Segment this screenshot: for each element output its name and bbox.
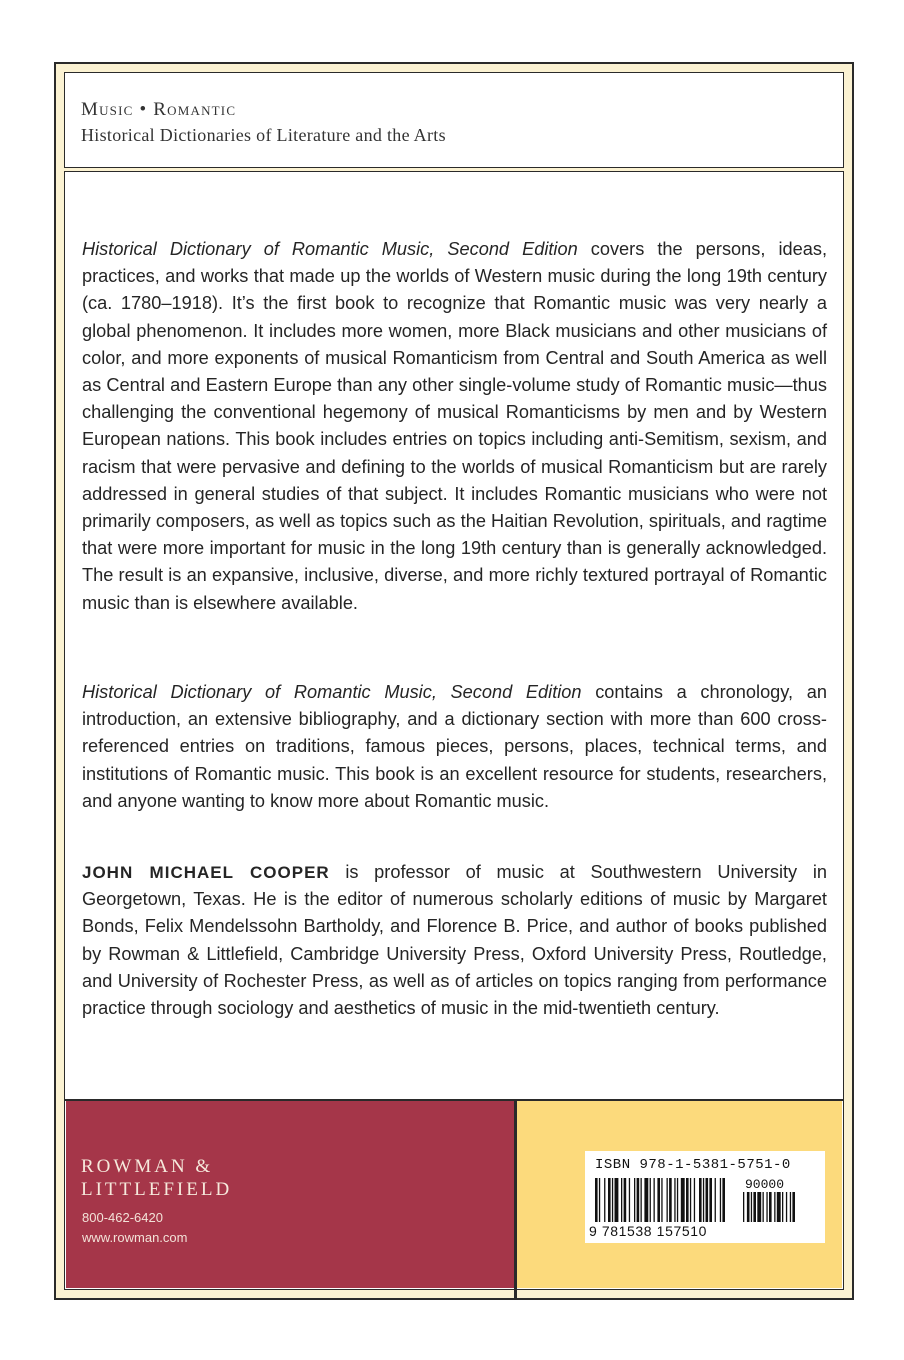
header-separator-strip bbox=[64, 168, 844, 172]
barcode-bar bbox=[634, 1178, 635, 1222]
barcode-bar bbox=[703, 1178, 704, 1222]
description-text-2: contains a chronology, an introduction, an extensive bibliography, and a dictionary section with more than 600 cross-referenced entries on traditions, famous pieces, persons, places, technical terms, and institutions of Romantic music. This book is an excellent resource for students, researchers, and anyone wanting to know more about Romantic music. bbox=[82, 682, 827, 811]
publisher-name-line1: ROWMAN & bbox=[81, 1156, 214, 1177]
barcode-bar bbox=[686, 1178, 689, 1222]
barcode-bar bbox=[661, 1178, 662, 1222]
barcode-addon-bar bbox=[769, 1192, 772, 1222]
barcode-bar bbox=[709, 1178, 712, 1222]
barcode-addon-bar bbox=[743, 1192, 744, 1222]
author-name: JOHN MICHAEL COOPER bbox=[82, 863, 330, 882]
barcode-bar bbox=[699, 1178, 702, 1222]
barcode-addon-bar bbox=[782, 1192, 783, 1222]
series-category: Music • Romantic bbox=[81, 99, 237, 120]
publisher-phone: 800-462-6420 bbox=[82, 1210, 163, 1225]
barcode-bar bbox=[706, 1178, 709, 1222]
barcode-bar bbox=[595, 1178, 598, 1222]
barcode-bar bbox=[624, 1178, 627, 1222]
isbn-text: ISBN 978-1-5381-5751-0 bbox=[595, 1157, 791, 1173]
publisher-name-line2: LITTLEFIELD bbox=[81, 1179, 233, 1200]
bottom-divider-vertical bbox=[514, 1100, 517, 1300]
ean-digits: 9 781538 157510 bbox=[589, 1223, 707, 1239]
barcode-bar bbox=[637, 1178, 640, 1222]
description-paragraph-1 bbox=[82, 236, 827, 617]
barcode-bar bbox=[629, 1178, 630, 1222]
barcode-addon-bar bbox=[747, 1192, 750, 1222]
barcode-bar bbox=[690, 1178, 691, 1222]
barcode-bar bbox=[722, 1178, 725, 1222]
barcode-bar bbox=[612, 1178, 613, 1222]
barcode-box bbox=[585, 1151, 825, 1243]
series-title: Historical Dictionaries of Literature and the Arts bbox=[81, 125, 446, 145]
description-text-1: covers the persons, ideas, practices, and works that made up the worlds of Western music during the long 19th century (ca. 1780–1918). It’s the first book to recognize that Romantic music was very nearly a global phenomenon. It includes more women, more Black musicians and other musicians of color, and more exponents of musical Romanticism from Central and South America as well as Central and Eastern Europe than any other single-volume study of Romantic music—thus challenging the conventional hegemony of musical Romanticisms by men and by Western European nations. This book includes entries on topics including anti-Semitism, sexism, and racism that were pervasive and defining to the worlds of musical Romanticism but are rarely addressed in general studies of that subject. It includes Romantic musicians who were not primarily composers, as well as topics such as the Haitian Revolution, spirituals, and ragtime that were more important for music in the long 19th century than is generally acknowledged. The result is an expansive, inclusive, diverse, and more richly textured portrayal of Romantic music than is elsewhere available. bbox=[82, 239, 827, 613]
barcode-bar bbox=[669, 1178, 672, 1222]
barcode-bar bbox=[720, 1178, 721, 1222]
barcode-addon-bar bbox=[777, 1192, 781, 1222]
barcode-addon-bar bbox=[766, 1192, 767, 1222]
barcode-bar bbox=[604, 1178, 605, 1222]
barcode-bar bbox=[650, 1178, 651, 1222]
barcode-bar bbox=[715, 1178, 716, 1222]
author-bio-text: is professor of music at Southwestern University in Georgetown, Texas. He is the editor of numerous scholarly editions of music by Margaret Bonds, Felix Mendelssohn Bartholdy, and Florence B. Price, and author of books published by Rowman & Littlefield, Cambridge University Press, Oxford University Press, Routledge, and University of Rochester Press, as well as of articles on topics ranging from performance practice through sociology and aesthetics of music in the mid-twentieth century. bbox=[82, 862, 827, 1019]
publisher-website[interactable]: www.rowman.com bbox=[82, 1230, 188, 1245]
barcode-icon bbox=[595, 1178, 815, 1224]
barcode-bar bbox=[644, 1178, 648, 1222]
barcode-bar bbox=[608, 1178, 611, 1222]
barcode-addon-bar bbox=[751, 1192, 752, 1222]
barcode-addon-bar bbox=[774, 1192, 775, 1222]
barcode-bar bbox=[654, 1178, 655, 1222]
author-bio-paragraph bbox=[82, 859, 827, 1022]
barcode-bar bbox=[667, 1178, 668, 1222]
barcode-addon-bar bbox=[786, 1192, 787, 1222]
barcode-addon-bar bbox=[763, 1192, 764, 1222]
price-code: 90000 bbox=[745, 1177, 785, 1192]
book-title-italic: Historical Dictionary of Romantic Music, Second Edition bbox=[82, 239, 578, 259]
barcode-bar bbox=[677, 1178, 678, 1222]
barcode-bar bbox=[641, 1178, 642, 1222]
barcode-bar bbox=[621, 1178, 622, 1222]
barcode-bar bbox=[681, 1178, 685, 1222]
barcode-addon-bar bbox=[753, 1192, 756, 1222]
barcode-bar bbox=[615, 1178, 619, 1222]
description-paragraph-2 bbox=[82, 679, 827, 815]
barcode-bar bbox=[674, 1178, 675, 1222]
barcode-bar bbox=[694, 1178, 695, 1222]
barcode-bar bbox=[657, 1178, 660, 1222]
barcode-bar bbox=[599, 1178, 600, 1222]
bottom-divider-horizontal bbox=[64, 1099, 844, 1101]
book-title-italic: Historical Dictionary of Romantic Music, Second Edition bbox=[82, 682, 582, 702]
barcode-addon-bar bbox=[757, 1192, 761, 1222]
barcode-addon-bar bbox=[792, 1192, 795, 1222]
barcode-addon-bar bbox=[790, 1192, 791, 1222]
